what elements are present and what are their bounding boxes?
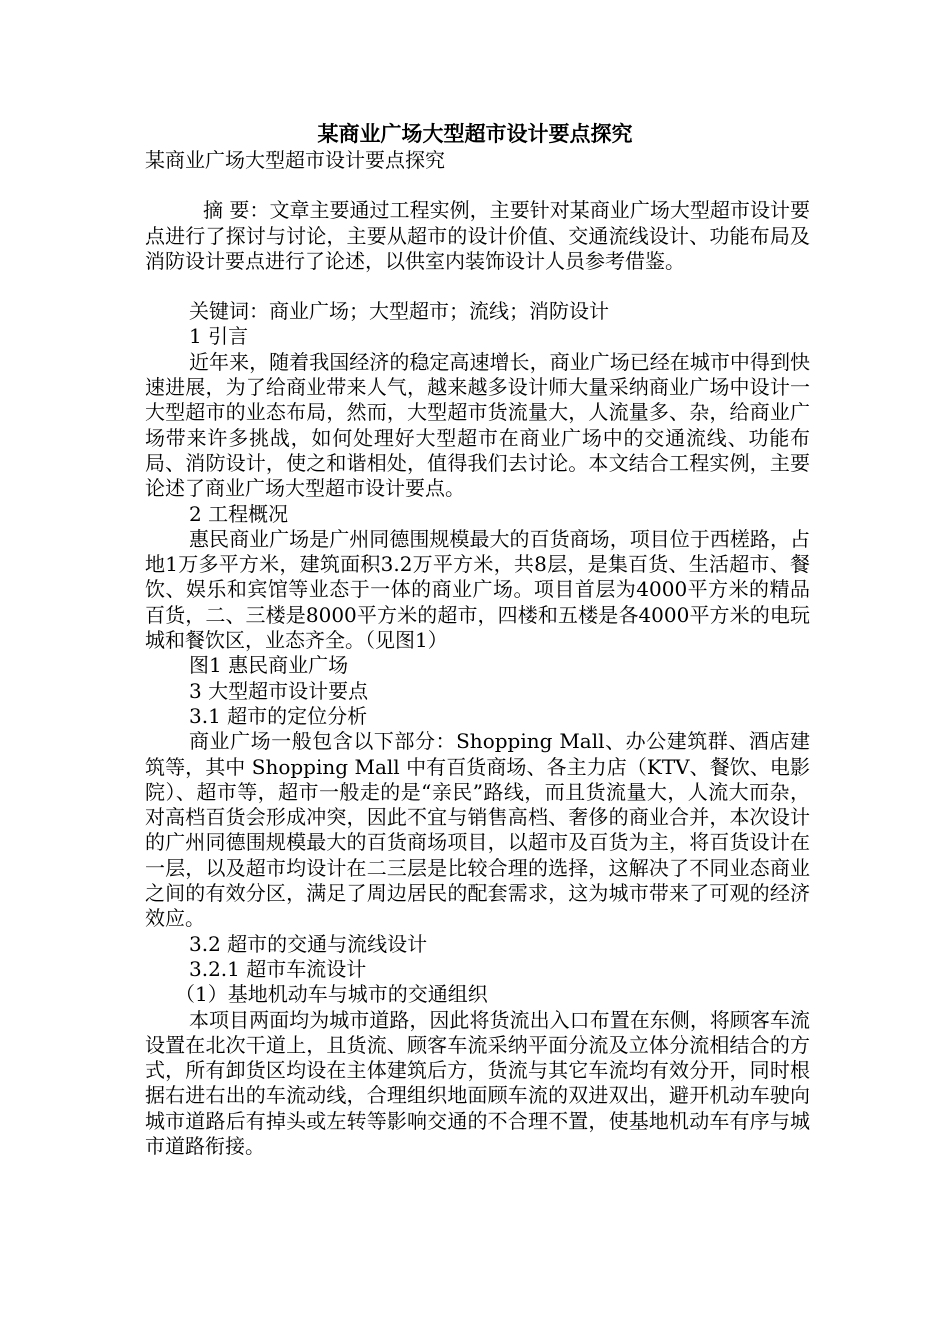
figure-caption: 图1 惠民商业广场	[189, 653, 349, 678]
section-paragraph-positioning: 商业广场一般包含以下部分：Shopping Mall、办公建筑群、酒店建筑等，其中 Shopping Mall 中有百货商场、各主力店（KTV、餐饮、电影院）、超市等，超市一般走的是“亲民”路线，而且货流量大，人流大而杂，对高档百货会形成冲突，因此不宜与销售高档、奢侈的商业合并，本次设计的广州同德围规模最大的百货商场项目，以超市及百货为主，将百货设计在一层，以及超市均设计在二三层是比较合理的选择，这解决了不同业态商业之间的有效分区，满足了周边居民的配套需求，这为城市带来了可观的经济效应。	[145, 729, 810, 931]
document-body	[145, 148, 810, 1159]
section-paragraph-intro: 近年来，随着我国经济的稳定高速增长，商业广场已经在城市中得到快速进展，为了给商业带来人气，越来越多设计师大量采纳商业广场中设计一大型超市的业态布局，然而，大型超市货流量大，人流量多、杂，给商业广场带来许多挑战，如何处理好大型超市在商业广场中的交通流线、功能布局、消防设计，使之和谐相处，值得我们去讨论。本文结合工程实例，主要论述了商业广场大型超市设计要点。	[145, 349, 810, 501]
document-subtitle: 某商业广场大型超市设计要点探究	[145, 148, 445, 172]
section-heading-design-points: 3 大型超市设计要点	[189, 678, 369, 703]
list-item-traffic-organization: （1）基地机动车与城市的交通组织	[175, 982, 488, 1007]
subsection-heading-vehicle-flow: 3.2.1 超市车流设计	[189, 956, 367, 981]
subsection-heading-positioning: 3.1 超市的定位分析	[189, 703, 368, 728]
abstract-paragraph: 摘 要：文章主要通过工程实例，主要针对某商业广场大型超市设计要点进行了探讨与讨论，主要从超市的设计价值、交通流线设计、功能布局及消防设计要点进行了论述，以供室内装饰设计人员参考借鉴。	[145, 198, 810, 273]
section-paragraph-overview: 惠民商业广场是广州同德围规模最大的百货商场，项目位于西槎路，占地1万多平方米，建筑面积3.2万平方米，共8层，是集百货、生活超市、餐饮、娱乐和宾馆等业态于一体的商业广场。项目首层为4000平方米的精品百货，二、三楼是8000平方米的超市，四楼和五楼是各4000平方米的电玩城和餐饮区，业态齐全。（见图1）	[145, 526, 810, 653]
section-heading-intro: 1 引言	[189, 324, 249, 349]
section-heading-overview: 2 工程概况	[189, 501, 289, 526]
section-paragraph-vehicle-flow: 本项目两面均为城市道路，因此将货流出入口布置在东侧，将顾客车流设置在北次干道上，且货流、顾客车流采纳平面分流及立体分流相结合的方式，所有卸货区均设在主体建筑后方，货流与其它车流均有效分开，同时根据右进右出的车流动线，合理组织地面顾车流的双进双出，避开机动车驶向城市道路后有掉头或左转等影响交通的不合理不置，使基地机动车有序与城市道路衔接。	[145, 1007, 810, 1158]
subsection-heading-traffic: 3.2 超市的交通与流线设计	[189, 931, 428, 956]
keywords-line: 关键词：商业广场；大型超市；流线；消防设计	[189, 299, 609, 324]
document-title: 某商业广场大型超市设计要点探究	[317, 121, 633, 146]
